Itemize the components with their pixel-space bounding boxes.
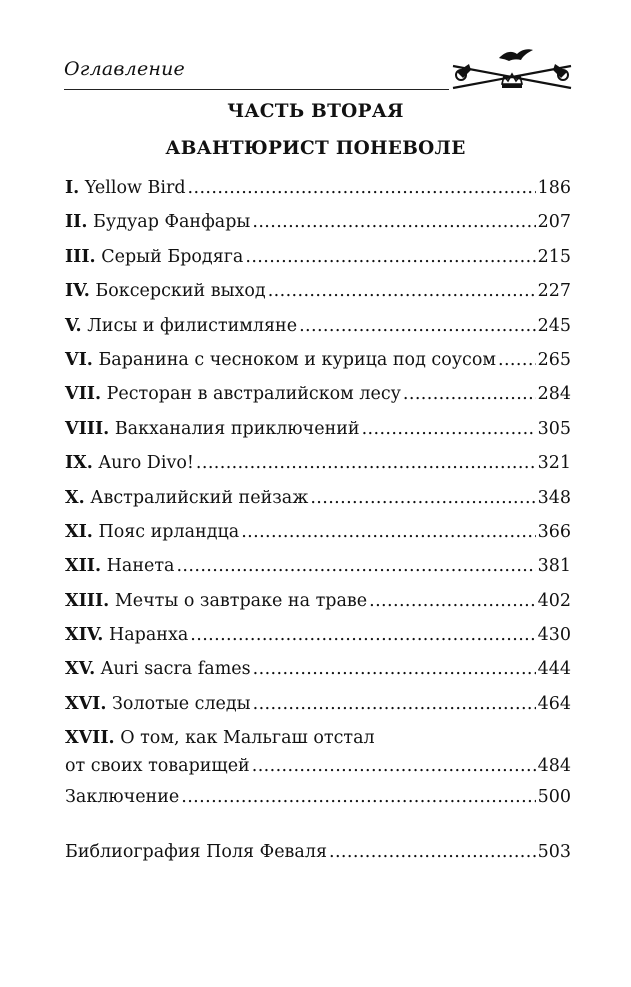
chapter-title: Нанета xyxy=(106,556,175,577)
dot-leader xyxy=(362,412,536,446)
dot-leader xyxy=(245,240,535,274)
chapter-title: Австралийский пейзаж xyxy=(90,487,309,508)
toc-entry[interactable] xyxy=(65,171,571,205)
chapter-number: VIII. xyxy=(65,418,110,439)
page-number: 348 xyxy=(537,487,571,508)
dot-leader xyxy=(181,780,535,814)
chapter-number: XII. xyxy=(65,556,102,577)
toc-entry[interactable] xyxy=(65,652,571,686)
chapter-title: Лисы и филистимляне xyxy=(87,315,298,336)
page-number: 503 xyxy=(537,841,571,862)
dot-leader xyxy=(369,584,535,618)
chapter-number: IV. xyxy=(65,281,90,302)
dot-leader xyxy=(241,515,535,549)
dot-leader xyxy=(252,752,536,780)
chapter-number: II. xyxy=(65,212,88,233)
chapter-number: XVI. xyxy=(65,693,107,714)
dot-leader xyxy=(252,205,535,239)
chapter-title: Пояс ирландца xyxy=(98,521,240,542)
chapter-title: Серый Бродяга xyxy=(101,246,244,267)
page-number: 484 xyxy=(537,756,571,777)
chapter-number: I. xyxy=(65,178,80,198)
chapter-title: Наранха xyxy=(108,625,189,646)
chapter-title: Auro Divo! xyxy=(98,453,194,474)
toc-entry[interactable] xyxy=(65,205,571,239)
chapter-number: VII. xyxy=(65,384,102,405)
dot-leader xyxy=(196,446,536,480)
chapter-number: VI. xyxy=(65,349,93,370)
page-number: 381 xyxy=(537,556,571,577)
dot-leader xyxy=(310,481,535,515)
toc-entry[interactable] xyxy=(65,274,571,308)
toc-entry[interactable] xyxy=(65,618,571,652)
crossed-swords-emblem-icon xyxy=(447,44,577,102)
page-number: 245 xyxy=(537,315,571,336)
page-number: 430 xyxy=(537,625,571,646)
dot-leader xyxy=(253,652,536,686)
chapter-number: XV. xyxy=(65,659,96,680)
toc-entry[interactable] xyxy=(65,549,571,583)
dot-leader xyxy=(299,309,536,343)
page-number: 444 xyxy=(537,659,571,680)
toc-entry[interactable] xyxy=(65,240,571,274)
page-number: 321 xyxy=(537,453,571,474)
toc-entry[interactable] xyxy=(65,412,571,446)
toc-entry[interactable] xyxy=(65,377,571,411)
dot-leader xyxy=(176,549,535,583)
chapter-number: XVII. xyxy=(65,728,115,749)
chapter-title: Yellow Bird xyxy=(84,178,186,198)
chapter-number: XIII. xyxy=(65,590,110,611)
table-of-contents xyxy=(65,171,571,869)
toc-entry[interactable] xyxy=(65,584,571,618)
chapter-title: Будуар Фанфары xyxy=(93,212,251,233)
toc-entry[interactable] xyxy=(65,309,571,343)
toc-entry[interactable] xyxy=(65,721,571,780)
bibliography-title: Библиография Поля Феваля xyxy=(65,841,327,862)
chapter-title-continuation: от своих товарищей xyxy=(65,756,250,777)
conclusion-title: Заключение xyxy=(65,787,180,808)
chapter-number: XIV. xyxy=(65,625,104,646)
chapter-title: Auri sacra fames xyxy=(100,659,251,680)
chapter-number: V. xyxy=(65,315,82,336)
chapter-title: Золотые следы xyxy=(112,693,251,714)
page-number: 215 xyxy=(537,246,571,267)
chapter-title: Вакханалия приключений xyxy=(114,418,360,439)
page-number: 284 xyxy=(537,384,571,405)
page-number: 500 xyxy=(537,787,571,808)
toc-entry[interactable] xyxy=(65,481,571,515)
toc-entry[interactable] xyxy=(65,446,571,480)
toc-entry[interactable] xyxy=(65,687,571,721)
toc-entry-bibliography[interactable] xyxy=(65,835,571,869)
dot-leader xyxy=(403,377,536,411)
toc-entry[interactable] xyxy=(65,515,571,549)
dot-leader xyxy=(268,274,536,308)
dot-leader xyxy=(329,835,536,869)
chapter-title: Боксерский выход xyxy=(95,281,266,302)
page-number: 227 xyxy=(537,281,571,302)
chapter-title: Баранина с чесноком и курица под соусом xyxy=(98,349,496,370)
chapter-number: III. xyxy=(65,246,96,267)
chapter-title: Мечты о завтраке на траве xyxy=(114,590,368,611)
chapter-title: Ресторан в австралийском лесу xyxy=(106,384,401,405)
dot-leader xyxy=(253,687,536,721)
header-rule xyxy=(64,89,449,90)
part-label: ЧАСТЬ ВТОРАЯ xyxy=(227,101,404,122)
page-number: 366 xyxy=(537,521,571,542)
spacer xyxy=(65,815,571,835)
page-number: 186 xyxy=(537,178,571,198)
page-number: 402 xyxy=(537,590,571,611)
chapter-number: X. xyxy=(65,487,85,508)
dot-leader xyxy=(190,618,535,652)
chapter-title: О том, как Мальгаш отстал xyxy=(120,728,375,749)
dot-leader xyxy=(498,343,536,377)
part-title: АВАНТЮРИСТ ПОНЕВОЛЕ xyxy=(165,138,466,159)
running-header-title: Оглавление xyxy=(64,58,186,80)
dot-leader xyxy=(188,171,536,205)
page-number: 305 xyxy=(537,418,571,439)
page-number: 265 xyxy=(537,349,571,370)
toc-entry[interactable] xyxy=(65,343,571,377)
chapter-number: IX. xyxy=(65,453,93,474)
toc-entry-conclusion[interactable] xyxy=(65,780,571,814)
chapter-number: XI. xyxy=(65,521,93,542)
page-number: 464 xyxy=(537,693,571,714)
page-number: 207 xyxy=(537,212,571,233)
